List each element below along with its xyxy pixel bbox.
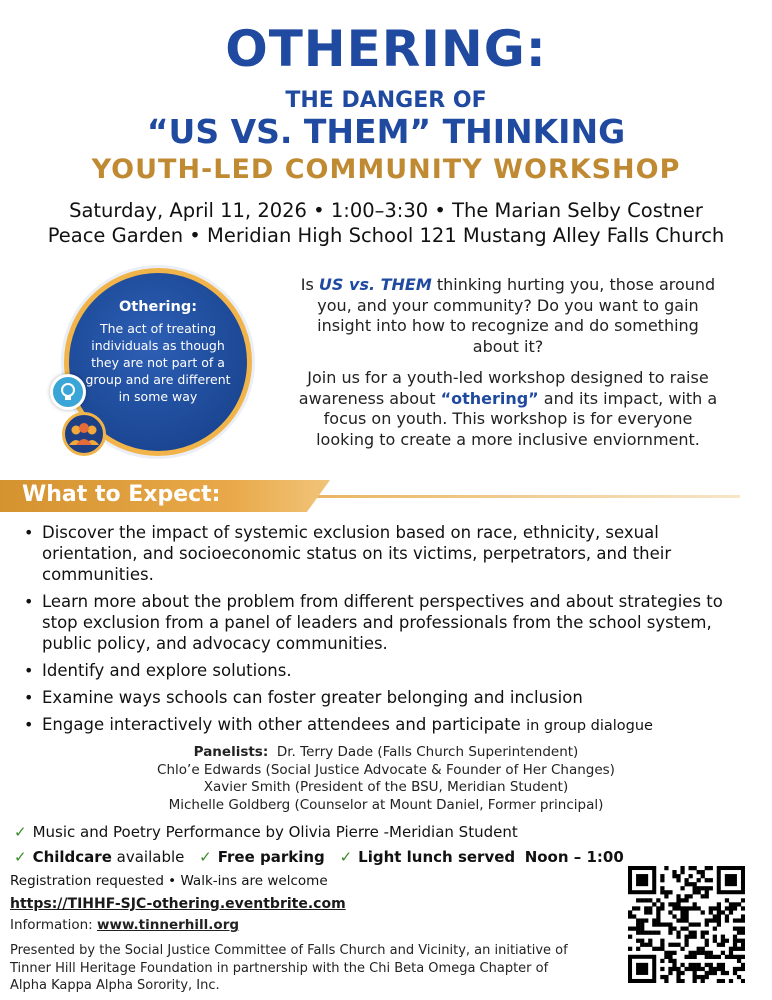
- check-icon: ✓: [14, 848, 27, 866]
- intro-p2-start: Join us for a youth-led workshop designed to raise awareness about: [298, 368, 709, 408]
- information-link[interactable]: www.tinnerhill.org: [97, 917, 240, 933]
- information-label: Information:: [10, 917, 97, 933]
- check-icon: ✓: [14, 823, 27, 841]
- panelist-4: Michelle Goldberg (Counselor at Mount Daniel, Former principal): [168, 796, 604, 813]
- registration-note: Registration requested • Walk-ins are welcome: [10, 873, 328, 889]
- check-icon: ✓: [199, 848, 212, 866]
- list-item: • Identify and explore solutions.: [22, 660, 752, 681]
- page-title: OTHERING:: [225, 20, 547, 78]
- childcare-label: Childcare: [32, 848, 112, 866]
- what-to-expect-banner: [0, 480, 772, 514]
- panelists: [0, 744, 772, 814]
- list-item: [22, 714, 752, 737]
- lightbulb-icon: [50, 374, 86, 410]
- music-row: [14, 823, 518, 841]
- panelist-2: Chlo’e Edwards (Social Justice Advocate & Founder of Her Changes): [157, 761, 615, 778]
- event-details-line2: Peace Garden • Meridian High School 121 Mustang Alley Falls Church: [47, 224, 725, 247]
- check-icon: ✓: [339, 848, 353, 866]
- intro-p2-end: and its impact, with a focus on youth. This workshop is for everyone looking to create a more inclusive enviornment.: [316, 388, 718, 449]
- intro-p1-start: Is: [300, 275, 319, 294]
- list-item-text: Engage interactively with other attendees and participate: [42, 715, 521, 734]
- music-text: Music and Poetry Performance by Olivia Pierre -Meridian Student: [32, 823, 518, 841]
- information-line: [10, 917, 239, 933]
- lunch-time: Noon – 1:00: [524, 848, 624, 866]
- definition-heading: Othering:: [118, 299, 198, 315]
- intro-text: [298, 275, 718, 461]
- panelists-label: Panelists:: [193, 744, 269, 760]
- presented-by: Presented by the Social Justice Committee of Falls Church and Vicinity, an initiative of Tinner Hill Heritage Foundation in partnership with the Chi Beta Omega Chapter of Alpha Kappa Alpha Sorority, Inc.: [10, 943, 568, 993]
- lunch-text: Light lunch served: [358, 848, 516, 866]
- intro-paragraph-2: [298, 368, 718, 450]
- panelist-3: Xavier Smith (President of the BSU, Meridian Student): [203, 779, 569, 795]
- intro-p1-emphasis: US vs. THEM: [318, 275, 432, 294]
- panelist-1: Dr. Terry Dade (Falls Church Superintendent): [276, 744, 579, 760]
- panelist-line: [0, 744, 772, 762]
- definition-text: The act of treating individuals as though they are not part of a group and are different in some way: [85, 321, 231, 404]
- banner-heading: What to Expect:: [22, 482, 221, 507]
- subtitle-workshop: YOUTH-LED COMMUNITY WORKSHOP: [91, 154, 681, 185]
- definition-graphic: [48, 262, 262, 462]
- intro-p2-emphasis: “othering”: [440, 388, 539, 408]
- registration-link[interactable]: https://TIHHF-SJC-othering.eventbrite.com: [10, 896, 346, 912]
- intro-p1-end: thinking hurting you, those around you, and your community? Do you want to gain insight into how to recognize and do something about it?: [317, 275, 716, 356]
- qr-code[interactable]: [628, 866, 745, 983]
- list-item: • Discover the impact of systemic exclusion based on race, ethnicity, sexual orientation, and socioeconomic status on its victims, perpetrators, and their communities.: [22, 522, 752, 585]
- list-item: • Examine ways schools can foster greater belonging and inclusion: [22, 687, 752, 708]
- childcare-text: available: [116, 848, 185, 866]
- subtitle-us-vs-them: “US VS. THEM” THINKING: [146, 112, 626, 151]
- list-item-suffix: in group dialogue: [526, 718, 653, 734]
- expect-list: [22, 522, 752, 743]
- list-item: • Learn more about the problem from different perspectives and about strategies to stop exclusion from a panel of leaders and professionals from the school system, public policy, and advocacy communities.: [22, 591, 752, 654]
- event-details-line1: Saturday, April 11, 2026 • 1:00–3:30 • The Marian Selby Costner: [69, 199, 703, 222]
- group-icon: [62, 412, 106, 456]
- amenities-row: [14, 848, 624, 866]
- subtitle-danger: THE DANGER OF: [285, 88, 487, 113]
- parking-text: Free parking: [217, 848, 325, 866]
- intro-paragraph-1: [298, 275, 718, 357]
- banner-divider: [300, 495, 740, 498]
